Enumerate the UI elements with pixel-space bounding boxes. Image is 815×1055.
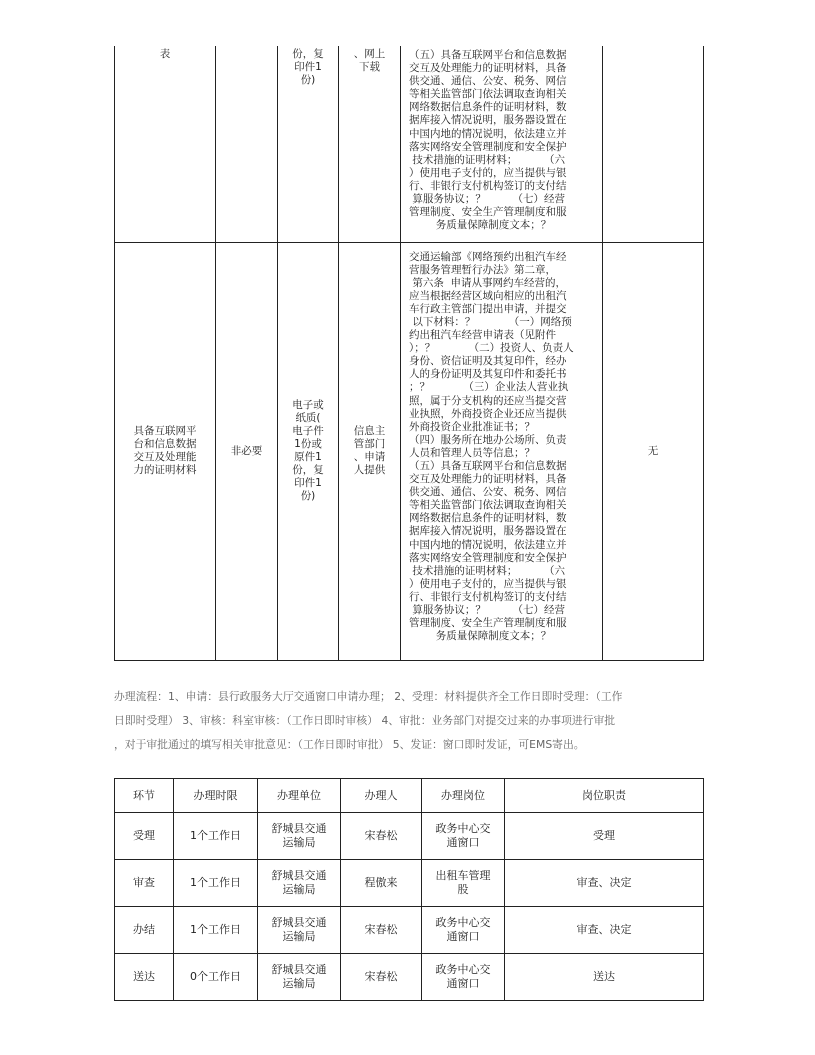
unit-cell: [258, 860, 341, 907]
workflow-table: [114, 778, 704, 1001]
material-source-line: 管部门: [353, 438, 386, 450]
material-source-line: 人提供: [353, 464, 386, 476]
material-source-cell: [339, 46, 401, 242]
column-header: 环节: [115, 779, 174, 813]
unit-cell: [258, 954, 341, 1001]
material-remark-cell: [603, 46, 704, 242]
process-line: ，对于审批通过的填写相关审批意见：（工作日即时审批） 5、发证：窗口即时发证，可EMS寄出。: [114, 738, 585, 751]
post-line: 通窗口: [446, 977, 480, 990]
material-form-line: 印件1: [294, 477, 322, 489]
material-description-line: 交互及处理能力的证明材料，具备: [409, 473, 567, 486]
post-line: 政务中心交: [435, 963, 491, 976]
material-name-line: 台和信息数据: [133, 438, 197, 450]
table-row: [115, 813, 704, 860]
person-cell: 宋春松: [341, 954, 422, 1001]
time-limit-cell: 1个工作日: [174, 907, 258, 954]
material-necessity-cell: [216, 242, 278, 660]
material-description-line: 管理制度、安全生产管理制度和服: [409, 206, 567, 219]
material-description-line: 营服务管理暂行办法》第二章，: [409, 263, 556, 276]
material-necessity: 非必要: [230, 444, 263, 457]
material-description-line: 据库接入情况说明，服务器设置在: [409, 114, 567, 127]
post-cell: [422, 860, 505, 907]
material-description-line: 算服务协议；？ （七）经营: [409, 193, 566, 206]
material-description-line: 供交通、通信、公安、税务、网信: [409, 486, 567, 499]
material-description-line: ）使用电子支付的，应当提供与银: [409, 577, 567, 590]
material-description-line: 落实网络安全管理制度和安全保护: [409, 551, 567, 564]
material-description-line: 中国内地的情况说明，依法建立并: [409, 538, 567, 551]
material-form-line: 纸质(: [295, 412, 321, 424]
materials-table: [114, 46, 704, 661]
post-cell: [422, 813, 505, 860]
material-description-cell: [401, 242, 603, 660]
material-description-line: 供交通、通信、公安、税务、网信: [409, 75, 567, 88]
material-name-line: 表: [159, 48, 171, 60]
duty-cell: 受理: [505, 813, 704, 860]
material-form-cell: [278, 242, 339, 660]
unit-line: 运输局: [282, 836, 316, 849]
material-form-line: 原件1: [294, 451, 322, 463]
material-description-line: ）使用电子支付的，应当提供与银: [409, 166, 567, 179]
person-cell: 宋春松: [341, 813, 422, 860]
material-description-line: 第六条 申请从事网约车经营的，: [409, 276, 567, 289]
material-description-line: 网络数据信息条件的证明材料，数: [409, 101, 567, 114]
unit-line: 运输局: [282, 977, 316, 990]
column-header: 办理人: [341, 779, 422, 813]
table-row: [115, 907, 704, 954]
material-description-line: 车行政主管部门提出申请，并提交: [409, 302, 567, 315]
material-description-line: 照，属于分支机构的还应当提交营: [409, 394, 567, 407]
post-line: 股: [457, 883, 469, 896]
material-form-line: 份): [300, 74, 316, 86]
material-description-line: 网络数据信息条件的证明材料，数: [409, 512, 567, 525]
post-line: 政务中心交: [435, 822, 491, 835]
material-source-line: 、网上: [353, 48, 386, 60]
unit-line: 舒城县交通: [271, 963, 327, 976]
material-description-line: （四）服务所在地办公场所、负责: [409, 433, 567, 446]
unit-line: 运输局: [282, 883, 316, 896]
unit-line: 舒城县交通: [271, 869, 327, 882]
material-remark-cell: [603, 242, 704, 660]
material-description-line: 应当根据经营区域向相应的出租汽: [409, 289, 567, 302]
post-cell: [422, 954, 505, 1001]
column-header: 办理岗位: [422, 779, 505, 813]
material-description-line: 管理制度、安全生产管理制度和服: [409, 617, 567, 630]
post-line: 政务中心交: [435, 916, 491, 929]
workflow-header-row: [115, 779, 704, 813]
post-line: 出租车管理: [435, 869, 491, 882]
material-form-line: 1份或: [294, 438, 322, 450]
material-description-line: （五）具备互联网平台和信息数据: [409, 460, 567, 472]
material-source-line: 信息主: [353, 425, 386, 437]
material-description-line: 务质量保障制度文本；？: [409, 630, 552, 643]
material-source-line: 下载: [359, 61, 380, 73]
material-description-line: 业执照，外商投资企业还应当提供: [409, 407, 567, 420]
process-description: [114, 685, 704, 757]
material-description-line: 交通运输部《网络预约出租汽车经: [409, 250, 567, 263]
material-description-line: 等相关监管部门依法调取查询相关: [409, 499, 567, 512]
unit-cell: [258, 907, 341, 954]
material-remark: 无: [647, 444, 659, 457]
material-description-line: 中国内地的情况说明，依法建立并: [409, 127, 567, 140]
material-form-line: 份，复: [292, 48, 324, 60]
material-description-line: 交互及处理能力的证明材料，具备: [409, 62, 567, 75]
time-limit-cell: 0个工作日: [174, 954, 258, 1001]
material-description-line: 约出租汽车经营申请表（见附件: [409, 329, 556, 342]
material-name-line: 交互及处理能: [133, 451, 197, 463]
unit-line: 舒城县交通: [271, 916, 327, 929]
table-row: [115, 954, 704, 1001]
material-description-line: 算服务协议；？ （七）经营: [409, 604, 566, 617]
stage-cell: 审查: [115, 860, 174, 907]
material-description-cell: [401, 46, 603, 242]
post-line: 通窗口: [446, 930, 480, 943]
duty-cell: 审查、决定: [505, 907, 704, 954]
post-line: 通窗口: [446, 836, 480, 849]
material-form-line: 电子件: [292, 425, 324, 437]
process-line: 办理流程：1、申请：县行政服务大厅交通窗口申请办理； 2、受理：材料提供齐全工作日即时受理：（工作: [114, 690, 623, 703]
material-description-line: 身份、资信证明及其复印件，经办: [409, 355, 567, 368]
person-cell: 宋春松: [341, 907, 422, 954]
unit-line: 舒城县交通: [271, 822, 327, 835]
material-description-line: 落实网络安全管理制度和安全保护: [409, 140, 567, 153]
material-description-line: （五）具备互联网平台和信息数据: [409, 49, 567, 61]
material-form-line: 份，复: [292, 464, 324, 476]
material-name-cell: [115, 46, 216, 242]
material-description-line: 等相关监管部门依法调取查询相关: [409, 88, 567, 101]
material-form-line: 电子或: [292, 399, 324, 411]
material-name-line: 具备互联网平: [133, 425, 197, 437]
material-name-cell: [115, 242, 216, 660]
person-cell: 程傲来: [341, 860, 422, 907]
material-source-cell: [339, 242, 401, 660]
duty-cell: 送达: [505, 954, 704, 1001]
material-description-line: 技术措施的证明材料； （六: [409, 153, 566, 166]
stage-cell: 办结: [115, 907, 174, 954]
duty-cell: 审查、决定: [505, 860, 704, 907]
stage-cell: 受理: [115, 813, 174, 860]
column-header: 办理时限: [174, 779, 258, 813]
material-name-line: 力的证明材料: [133, 464, 197, 476]
table-row: [115, 860, 704, 907]
unit-cell: [258, 813, 341, 860]
material-source-line: 、申请: [353, 451, 386, 463]
material-row: [115, 46, 704, 242]
material-description-line: 据库接入情况说明，服务器设置在: [409, 525, 567, 538]
post-cell: [422, 907, 505, 954]
time-limit-cell: 1个工作日: [174, 860, 258, 907]
process-line: 日即时受理） 3、审核：科室审核：（工作日即时审核） 4、审批：业务部门对提交过来的办事项进行审批: [114, 714, 616, 727]
column-header: 岗位职责: [505, 779, 704, 813]
time-limit-cell: 1个工作日: [174, 813, 258, 860]
material-form-line: 印件1: [294, 61, 322, 73]
material-necessity-cell: [216, 46, 278, 242]
material-description-line: 行、非银行支付机构签订的支付结: [409, 590, 567, 603]
stage-cell: 送达: [115, 954, 174, 1001]
material-description-line: 务质量保障制度文本；？: [409, 219, 552, 232]
material-description-line: ；？ （三）企业法人营业执: [409, 381, 569, 394]
material-description-line: 行、非银行支付机构签订的支付结: [409, 179, 567, 192]
material-description-line: 人的身份证明及其复印件和委托书: [409, 368, 567, 381]
material-row: [115, 242, 704, 660]
material-description-line: 技术措施的证明材料； （六: [409, 564, 566, 577]
material-form-line: 份): [300, 490, 316, 502]
material-description-line: ）；？ （二）投资人、负责人: [409, 342, 574, 355]
material-form-cell: [278, 46, 339, 242]
material-description-line: 以下材料：？ （一）网络预: [409, 315, 572, 328]
column-header: 办理单位: [258, 779, 341, 813]
material-description-line: 外商投资企业批准证书；？: [409, 420, 535, 433]
material-description-line: 人员和管理人员等信息；？: [409, 446, 535, 459]
unit-line: 运输局: [282, 930, 316, 943]
